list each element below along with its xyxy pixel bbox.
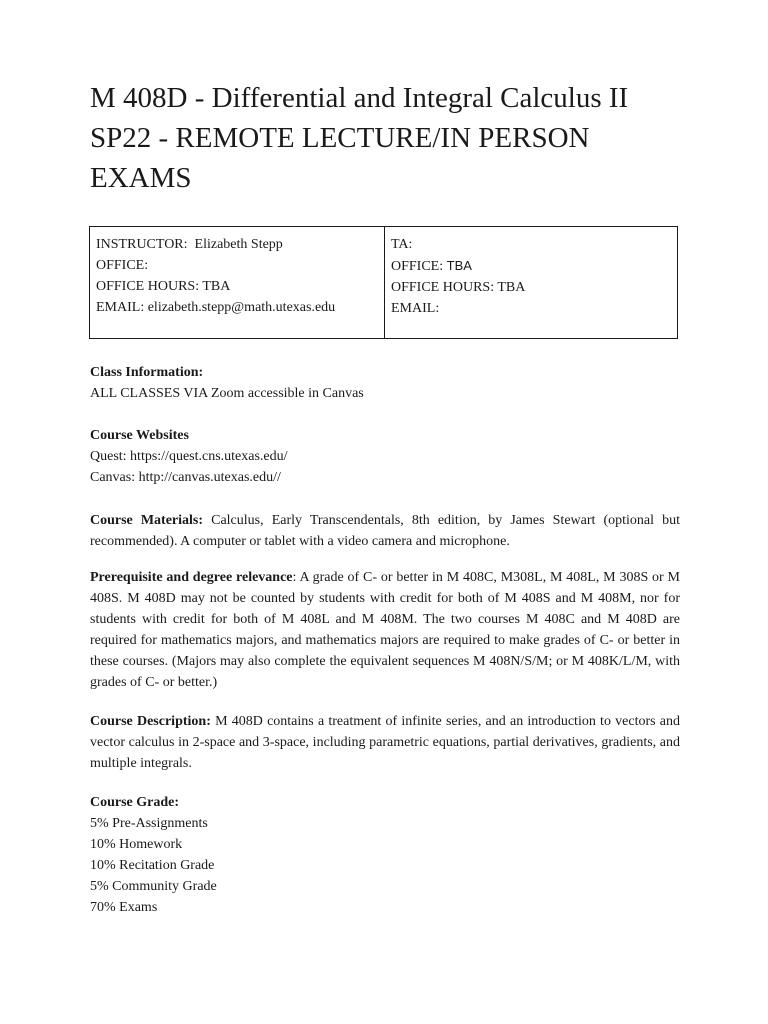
ta-office-label: OFFICE: <box>391 259 447 274</box>
staff-info-table <box>89 226 678 339</box>
quest-link[interactable]: Quest: https://quest.cns.utexas.edu/ <box>90 449 288 464</box>
ta-office-hours: OFFICE HOURS: TBA <box>391 280 526 295</box>
instructor-office: OFFICE: <box>96 258 149 273</box>
course-description-paragraph <box>90 711 680 774</box>
grade-item: 10% Recitation Grade <box>90 858 215 873</box>
course-grade-heading: Course Grade: <box>90 795 180 810</box>
instructor-cell <box>90 227 385 338</box>
ta-office-value: TBA <box>446 258 472 273</box>
course-materials-text: Calculus, Early Transcendentals, 8th edition, by James Stewart (optional but recommended). A computer or tablet with a video camera and microphone. <box>90 513 680 549</box>
prerequisite-paragraph <box>90 567 680 693</box>
canvas-link[interactable]: Canvas: http://canvas.utexas.edu// <box>90 470 281 485</box>
course-description-section <box>90 711 680 774</box>
grade-item: 5% Community Grade <box>90 879 217 894</box>
instructor-name: Elizabeth Stepp <box>194 237 283 252</box>
course-materials-section <box>90 510 680 552</box>
instructor-email: EMAIL: elizabeth.stepp@math.utexas.edu <box>96 300 336 315</box>
ta-cell <box>385 227 677 338</box>
ta-label: TA: <box>391 237 413 252</box>
title-line-2: SP22 - REMOTE LECTURE/IN PERSON <box>90 122 590 154</box>
prerequisite-heading: Prerequisite and degree relevance <box>90 570 293 585</box>
course-materials-heading: Course Materials: <box>90 513 204 528</box>
course-grade-section <box>90 792 680 918</box>
page-title <box>90 78 690 198</box>
prerequisite-text: : A grade of C- or better in M 408C, M308L, M 408L, M 308S or M 408S. M 408D may not be counted by students with credit for both of M 408S and M 408M, nor for students with credit for both of M 408L and M 408M. The two courses M 408C and M 408D are required for mathematics majors, and mathematics majors are required to make grades of C- or better in these courses. (Majors may also complete the equivalent sequences M 408N/S/M; or M 408K/L/M, with grades of C- or better.) <box>90 570 680 690</box>
ta-office-line <box>391 255 671 277</box>
grade-item: 10% Homework <box>90 837 183 852</box>
instructor-office-hours: OFFICE HOURS: TBA <box>96 279 231 294</box>
title-line-1: M 408D - Differential and Integral Calculus II <box>90 82 629 114</box>
class-information-heading: Class Information: <box>90 365 204 380</box>
grade-item: 70% Exams <box>90 900 158 915</box>
instructor-label: INSTRUCTOR: <box>96 237 188 252</box>
course-materials-paragraph <box>90 510 680 552</box>
class-information-section <box>90 362 680 404</box>
course-description-text: M 408D contains a treatment of infinite series, and an introduction to vectors and vector calculus in 2-space and 3-space, including parametric equations, partial derivatives, gradients, and multiple integrals. <box>90 714 681 771</box>
grade-item: 5% Pre-Assignments <box>90 816 208 831</box>
ta-email: EMAIL: <box>391 301 440 316</box>
instructor-line <box>96 234 378 255</box>
class-information-text: ALL CLASSES VIA Zoom accessible in Canvas <box>90 386 364 401</box>
course-websites-section <box>90 425 680 488</box>
title-line-3: EXAMS <box>90 162 192 194</box>
prerequisite-section <box>90 567 680 693</box>
course-websites-heading: Course Websites <box>90 428 189 443</box>
course-description-heading: Course Description: <box>90 714 211 729</box>
